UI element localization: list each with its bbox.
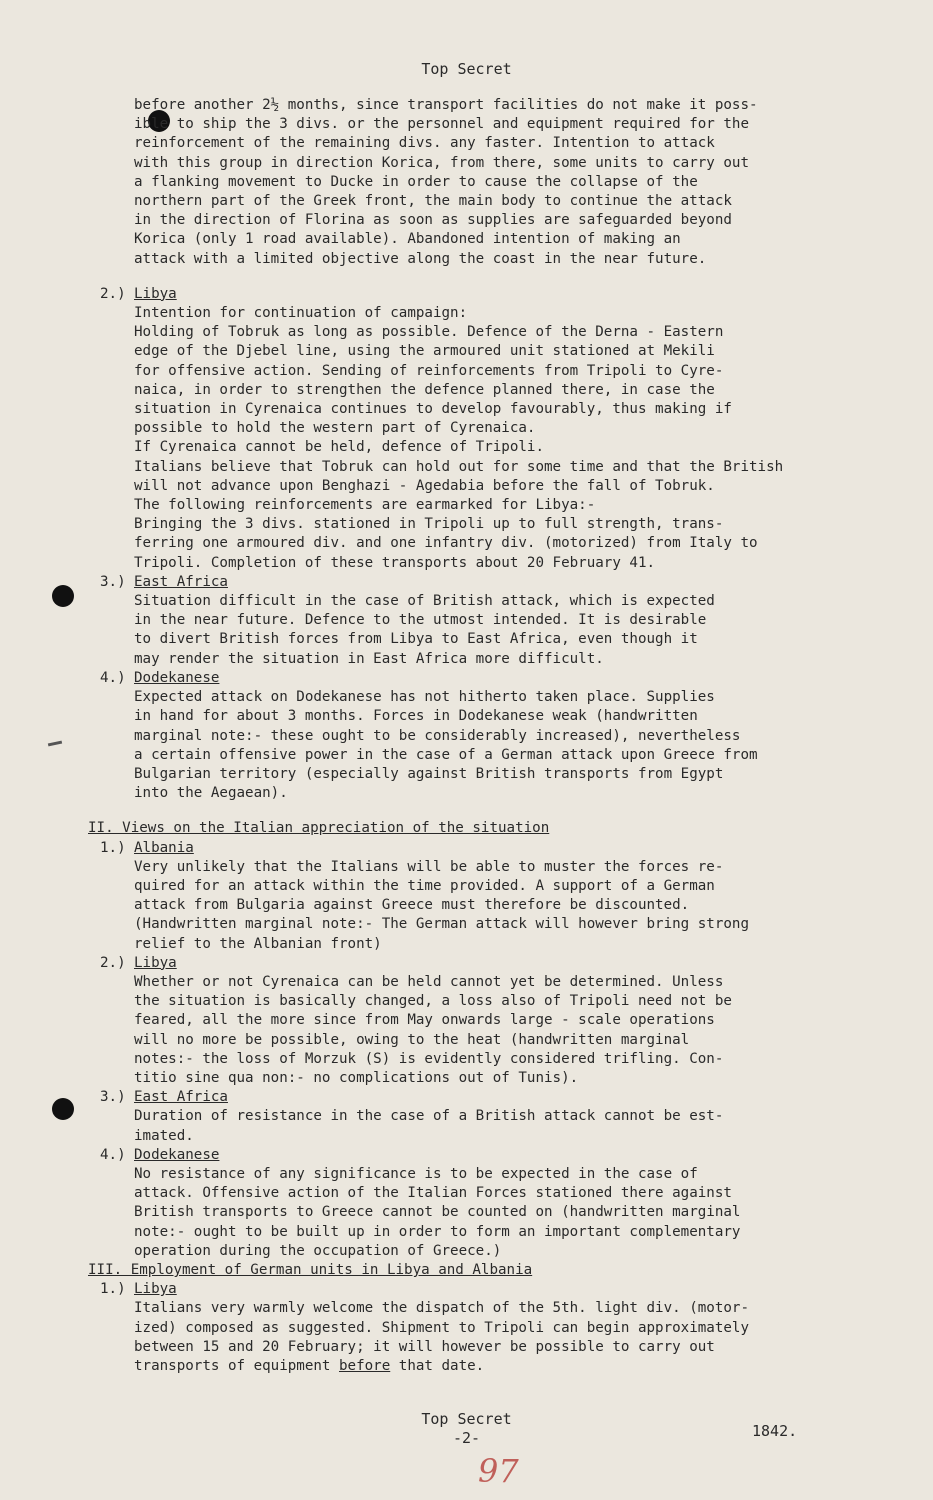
albania-paragraph — [100, 858, 890, 954]
section-number: 3.) — [100, 1089, 126, 1106]
text-line: reinforcement of the remaining divs. any faster. Intention to attack — [134, 135, 715, 152]
text-line: Expected attack on Dodekanese has not hitherto taken place. Supplies — [134, 689, 715, 706]
east-africa-paragraph — [100, 592, 890, 669]
body-text — [88, 96, 890, 1376]
section-title: Libya — [134, 1281, 177, 1298]
text-line: attack from Bulgaria against Greece must therefore be discounted. — [134, 897, 690, 914]
text-line: relief to the Albanian front) — [134, 935, 382, 952]
section-number: 4.) — [100, 1146, 126, 1163]
section-number: 3.) — [100, 573, 126, 590]
text-line — [134, 1357, 890, 1376]
east-africa-views-paragraph — [100, 1107, 890, 1145]
text-line: Korica (only 1 road available). Abandoned intention of making an — [134, 231, 681, 248]
text-line: Bulgarian territory (especially against British transports from Egypt — [134, 765, 724, 782]
text-line: between 15 and 20 February; it will however be possible to carry out — [134, 1338, 715, 1355]
text-line: Duration of resistance in the case of a British attack cannot be est- — [134, 1108, 724, 1125]
text-line: naica, in order to strengthen the defence planned there, in case the — [134, 381, 715, 398]
text-line: British transports to Greece cannot be counted on (handwritten marginal — [134, 1204, 741, 1221]
intro-paragraph — [100, 96, 890, 269]
section-title: Albania — [134, 839, 194, 856]
text-line: possible to hold the western part of Cyrenaica. — [134, 420, 536, 437]
text-fragment: transports of equipment — [134, 1358, 339, 1374]
text-line: attack. Offensive action of the Italian Forces stationed there against — [134, 1185, 732, 1202]
text-line: in the near future. Defence to the utmost intended. It is desirable — [134, 612, 707, 629]
document-number: 1842. — [752, 1422, 798, 1440]
section-title: Dodekanese — [134, 669, 220, 686]
text-line: in hand for about 3 months. Forces in Dodekanese weak (handwritten — [134, 708, 698, 725]
section-number: 1.) — [100, 1281, 126, 1298]
text-line: with this group in direction Korica, from there, some units to carry out — [134, 154, 749, 171]
text-line: notes:- the loss of Morzuk (S) is evidently considered trifling. Con- — [134, 1050, 724, 1067]
text-line: a flanking movement to Ducke in order to cause the collapse of the — [134, 173, 698, 190]
text-line: in the direction of Florina as soon as supplies are safeguarded beyond — [134, 212, 732, 229]
handwritten-folio-number: 97 — [478, 1452, 519, 1490]
dodekanese-paragraph — [100, 688, 890, 803]
section-number: 1.) — [100, 839, 126, 856]
text-line: imated. — [134, 1127, 194, 1144]
section-title: Libya — [134, 954, 177, 971]
text-line: Italians believe that Tobruk can hold out for some time and that the British — [134, 458, 784, 475]
text-line: for offensive action. Sending of reinforcements from Tripoli to Cyre- — [134, 362, 724, 379]
text-line: into the Aegaean). — [134, 785, 288, 802]
text-line: marginal note:- these ought to be considerably increased), nevertheless — [134, 727, 741, 744]
text-line: the situation is basically changed, a loss also of Tripoli need not be — [134, 993, 732, 1010]
text-line: Tripoli. Completion of these transports about 20 February 41. — [134, 554, 656, 571]
section-title: East Africa — [134, 1089, 228, 1106]
text-line: will no more be possible, owing to the heat (handwritten marginal — [134, 1031, 690, 1048]
text-fragment: that date. — [390, 1358, 485, 1374]
section-heading — [100, 285, 890, 304]
section-title: Libya — [134, 285, 177, 302]
section-2-heading: II. Views on the Italian appreciation of the situation — [88, 820, 550, 837]
text-line: The following reinforcements are earmarked for Libya:- — [134, 497, 596, 514]
section-heading — [100, 839, 890, 858]
text-line: edge of the Djebel line, using the armoured unit stationed at Mekili — [134, 343, 715, 360]
libya-views-paragraph — [100, 973, 890, 1088]
text-line: No resistance of any significance is to be expected in the case of — [134, 1165, 698, 1182]
text-line: to divert British forces from Libya to East Africa, even though it — [134, 631, 698, 648]
section-number: 2.) — [100, 285, 126, 302]
text-line: will not advance upon Benghazi - Agedabia before the fall of Tobruk. — [134, 477, 715, 494]
section-heading — [100, 1146, 890, 1165]
section-3-heading: III. Employment of German units in Libya and Albania — [88, 1261, 533, 1278]
section-heading — [100, 1280, 890, 1299]
punch-hole — [52, 585, 74, 607]
text-line: ferring one armoured div. and one infantry div. (motorized) from Italy to — [134, 535, 758, 552]
text-line: Holding of Tobruk as long as possible. Defence of the Derna - Eastern — [134, 324, 724, 341]
underlined-word: before — [339, 1358, 391, 1374]
text-line: situation in Cyrenaica continues to develop favourably, thus making if — [134, 401, 732, 418]
text-line: quired for an attack within the time provided. A support of a German — [134, 877, 715, 894]
section-title: East Africa — [134, 573, 228, 590]
text-line: ized) composed as suggested. Shipment to Tripoli can begin approximately — [134, 1319, 749, 1336]
text-line: ible to ship the 3 divs. or the personnel and equipment required for the — [134, 116, 749, 133]
footer-classification: Top Secret — [421, 1410, 512, 1428]
margin-mark — [48, 741, 62, 747]
text-line: titio sine qua non:- no complications out of Tunis). — [134, 1069, 579, 1086]
section-heading — [100, 573, 890, 592]
text-line: Situation difficult in the case of British attack, which is expected — [134, 593, 715, 610]
text-line: Whether or not Cyrenaica can be held cannot yet be determined. Unless — [134, 973, 724, 990]
text-line: Bringing the 3 divs. stationed in Tripoli up to full strength, trans- — [134, 516, 724, 533]
text-line: before another 2½ months, since transport facilities do not make it poss- — [134, 97, 758, 113]
text-line: a certain offensive power in the case of a German attack upon Greece from — [134, 746, 758, 763]
punch-hole — [52, 1098, 74, 1120]
libya-employment-paragraph — [100, 1299, 890, 1376]
text-line: Italians very warmly welcome the dispatch of the 5th. light div. (motor- — [134, 1300, 749, 1317]
section-heading — [100, 954, 890, 973]
text-line: may render the situation in East Africa more difficult. — [134, 650, 604, 667]
text-line: If Cyrenaica cannot be held, defence of Tripoli. — [134, 439, 544, 456]
text-line: northern part of the Greek front, the main body to continue the attack — [134, 193, 732, 210]
text-line: (Handwritten marginal note:- The German attack will however bring strong — [134, 916, 749, 933]
libya-paragraph — [100, 304, 890, 573]
section-heading — [100, 1088, 890, 1107]
header-classification: Top Secret — [421, 60, 512, 78]
text-line: Very unlikely that the Italians will be able to muster the forces re- — [134, 858, 724, 875]
section-number: 4.) — [100, 669, 126, 686]
section-title: Dodekanese — [134, 1146, 220, 1163]
text-line: note:- ought to be built up in order to form an important complementary — [134, 1223, 741, 1240]
text-line: operation during the occupation of Greece.) — [134, 1242, 502, 1259]
section-number: 2.) — [100, 954, 126, 971]
section-heading — [100, 669, 890, 688]
text-line: feared, all the more since from May onwards large - scale operations — [134, 1012, 715, 1029]
dodekanese-views-paragraph — [100, 1165, 890, 1261]
text-line: attack with a limited objective along the coast in the near future. — [134, 250, 707, 267]
text-line: Intention for continuation of campaign: — [134, 305, 468, 322]
page-number: -2- — [452, 1429, 481, 1447]
